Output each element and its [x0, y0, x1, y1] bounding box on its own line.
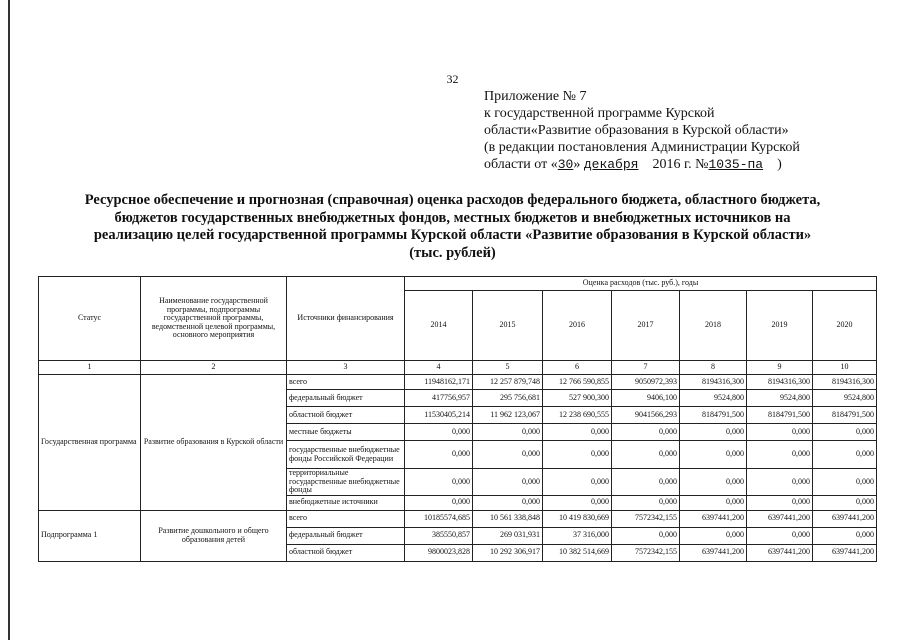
value-cell-2014: 0,000	[405, 495, 473, 510]
value-cell-2014: 11530405,214	[405, 407, 473, 424]
appendix-line-4: (в редакции постановления Администрации Курской	[484, 140, 800, 155]
row-funding-source: государственные внебюджетные фонды Российской Федерации	[287, 441, 405, 469]
value-cell-2020: 0,000	[813, 424, 877, 441]
table-body	[39, 375, 877, 562]
header-year-2020: 2020	[813, 291, 877, 361]
column-number: 9	[747, 361, 813, 375]
appendix-header	[484, 88, 844, 173]
value-cell-2015: 11 962 123,067	[473, 407, 543, 424]
value-cell-2015: 0,000	[473, 469, 543, 496]
value-cell-2020: 6397441,200	[813, 510, 877, 527]
row-status: Государственная программа	[39, 375, 141, 511]
value-cell-2017: 0,000	[612, 527, 680, 544]
appendix-close: )	[777, 157, 782, 172]
header-year-2015: 2015	[473, 291, 543, 361]
value-cell-2015: 12 257 879,748	[473, 375, 543, 390]
value-cell-2019: 6397441,200	[747, 544, 813, 561]
value-cell-2020: 6397441,200	[813, 544, 877, 561]
value-cell-2017: 9050972,393	[612, 375, 680, 390]
value-cell-2016: 10 382 514,669	[543, 544, 612, 561]
value-cell-2015: 269 031,931	[473, 527, 543, 544]
value-cell-2015: 295 756,681	[473, 390, 543, 407]
appendix-day: 30	[557, 157, 574, 172]
value-cell-2019: 8184791,500	[747, 407, 813, 424]
value-cell-2020: 0,000	[813, 441, 877, 469]
row-funding-source: областной бюджет	[287, 407, 405, 424]
column-number: 4	[405, 361, 473, 375]
row-funding-source: внебюджетные источники	[287, 495, 405, 510]
value-cell-2016: 37 316,000	[543, 527, 612, 544]
value-cell-2018: 8194316,300	[680, 375, 747, 390]
value-cell-2017: 9406,100	[612, 390, 680, 407]
value-cell-2018: 0,000	[680, 424, 747, 441]
value-cell-2018: 6397441,200	[680, 544, 747, 561]
table-row	[39, 510, 877, 527]
value-cell-2016: 12 766 590,855	[543, 375, 612, 390]
appendix-year: 2016 г. №	[652, 157, 709, 172]
value-cell-2020: 8194316,300	[813, 375, 877, 390]
value-cell-2017: 0,000	[612, 424, 680, 441]
value-cell-2015: 0,000	[473, 495, 543, 510]
value-cell-2018: 0,000	[680, 469, 747, 496]
column-number: 5	[473, 361, 543, 375]
header-year-2019: 2019	[747, 291, 813, 361]
value-cell-2016: 0,000	[543, 495, 612, 510]
row-funding-source: областной бюджет	[287, 544, 405, 561]
value-cell-2019: 0,000	[747, 424, 813, 441]
column-number: 7	[612, 361, 680, 375]
row-funding-source: федеральный бюджет	[287, 527, 405, 544]
row-program-name: Развитие дошкольного и общего образования детей	[141, 510, 287, 561]
appendix-number: 1035-па	[708, 157, 764, 172]
value-cell-2014: 9800023,828	[405, 544, 473, 561]
header-status: Статус	[39, 277, 141, 361]
title-line-3: реализацию целей государственной программы Курской области «Развитие образования в Курской области»	[93, 227, 812, 243]
value-cell-2019: 0,000	[747, 527, 813, 544]
value-cell-2019: 9524,800	[747, 390, 813, 407]
row-funding-source: всего	[287, 375, 405, 390]
header-year-2016: 2016	[543, 291, 612, 361]
row-funding-source: местные бюджеты	[287, 424, 405, 441]
value-cell-2020: 0,000	[813, 469, 877, 496]
value-cell-2016: 0,000	[543, 441, 612, 469]
value-cell-2018: 8184791,500	[680, 407, 747, 424]
page-number: 32	[446, 72, 459, 86]
column-number: 2	[141, 361, 287, 375]
value-cell-2019: 0,000	[747, 441, 813, 469]
value-cell-2018: 0,000	[680, 495, 747, 510]
header-year-2018: 2018	[680, 291, 747, 361]
value-cell-2017: 0,000	[612, 495, 680, 510]
value-cell-2018: 6397441,200	[680, 510, 747, 527]
row-status: Подпрограмма 1	[39, 510, 141, 561]
row-funding-source: территориальные государственные внебюджетные фонды	[287, 469, 405, 496]
value-cell-2017: 7572342,155	[612, 544, 680, 561]
scan-edge-line	[8, 0, 10, 640]
value-cell-2015: 10 561 338,848	[473, 510, 543, 527]
value-cell-2019: 6397441,200	[747, 510, 813, 527]
value-cell-2017: 9041566,293	[612, 407, 680, 424]
appendix-day-sep: »	[573, 157, 581, 172]
appendix-line-5	[484, 156, 844, 173]
value-cell-2015: 0,000	[473, 441, 543, 469]
value-cell-2014: 0,000	[405, 441, 473, 469]
column-number: 6	[543, 361, 612, 375]
header-sources: Источники финансирования	[287, 277, 405, 361]
value-cell-2016: 0,000	[543, 469, 612, 496]
title-line-1: Ресурсное обеспечение и прогнозная (справочная) оценка расходов федерального бюджета, областного бюджета,	[84, 192, 821, 208]
row-funding-source: федеральный бюджет	[287, 390, 405, 407]
value-cell-2019: 8194316,300	[747, 375, 813, 390]
document-title	[40, 192, 865, 262]
value-cell-2019: 0,000	[747, 469, 813, 496]
title-line-4: (тыс. рублей)	[409, 244, 496, 261]
value-cell-2016: 527 900,300	[543, 390, 612, 407]
value-cell-2017: 0,000	[612, 469, 680, 496]
value-cell-2018: 0,000	[680, 527, 747, 544]
value-cell-2016: 12 238 690,555	[543, 407, 612, 424]
header-estimate: Оценка расходов (тыс. руб.), годы	[405, 277, 877, 291]
budget-table	[38, 276, 877, 562]
value-cell-2014: 417756,957	[405, 390, 473, 407]
appendix-month: декабря	[583, 157, 639, 172]
value-cell-2020: 8184791,500	[813, 407, 877, 424]
title-line-2: бюджетов государственных внебюджетных фондов, местных бюджетов и внебюджетных источников на	[114, 209, 791, 226]
column-number: 1	[39, 361, 141, 375]
value-cell-2017: 7572342,155	[612, 510, 680, 527]
column-number: 10	[813, 361, 877, 375]
column-number: 8	[680, 361, 747, 375]
header-year-2017: 2017	[612, 291, 680, 361]
appendix-line-1: Приложение № 7	[484, 89, 587, 104]
value-cell-2020: 0,000	[813, 495, 877, 510]
value-cell-2014: 0,000	[405, 469, 473, 496]
value-cell-2014: 0,000	[405, 424, 473, 441]
value-cell-2017: 0,000	[612, 441, 680, 469]
value-cell-2015: 10 292 306,917	[473, 544, 543, 561]
table-row	[39, 375, 877, 390]
appendix-line-3: области«Развитие образования в Курской области»	[484, 123, 789, 138]
value-cell-2014: 10185574,685	[405, 510, 473, 527]
header-year-2014: 2014	[405, 291, 473, 361]
row-funding-source: всего	[287, 510, 405, 527]
value-cell-2019: 0,000	[747, 495, 813, 510]
value-cell-2014: 385550,857	[405, 527, 473, 544]
value-cell-2020: 9524,800	[813, 390, 877, 407]
column-number-row	[39, 361, 877, 375]
column-number: 3	[287, 361, 405, 375]
appendix-date-prefix: области от «	[484, 157, 558, 172]
value-cell-2020: 0,000	[813, 527, 877, 544]
header-name: Наименование государственной программы, подпрограммы государственной программы, ведомственной целевой программы, основного мероприятия	[141, 277, 287, 361]
value-cell-2018: 9524,800	[680, 390, 747, 407]
value-cell-2014: 11948162,171	[405, 375, 473, 390]
value-cell-2018: 0,000	[680, 441, 747, 469]
value-cell-2015: 0,000	[473, 424, 543, 441]
value-cell-2016: 0,000	[543, 424, 612, 441]
appendix-line-2: к государственной программе Курской	[484, 106, 715, 121]
value-cell-2016: 10 419 830,669	[543, 510, 612, 527]
row-program-name: Развитие образования в Курской области	[141, 375, 287, 511]
